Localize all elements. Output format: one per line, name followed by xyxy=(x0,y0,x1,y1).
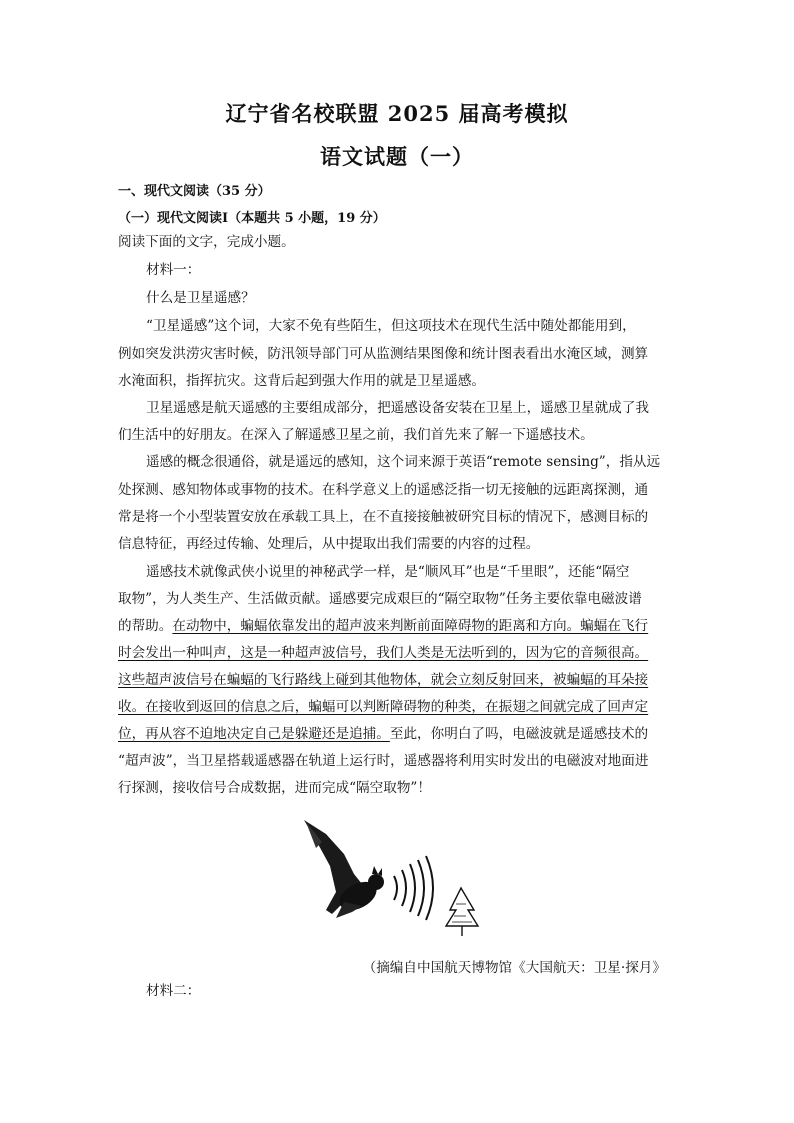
paragraph-line: 取物”，为人类生产、生活做贡献。遥感要完成艰巨的“隔空取物”任务主要依靠电磁波谱 xyxy=(118,591,642,607)
section-heading: 一、现代文阅读（35 分） xyxy=(118,184,271,199)
tree-icon xyxy=(446,888,478,936)
underlined-line: 收。在接收到返回的信息之后，蝙蝠可以判断障碍物的种类，在振翅之间就完成了回声定 xyxy=(118,699,649,715)
paragraph-line xyxy=(118,618,648,634)
paragraph-line: 常是将一个小型装置安放在承载工具上，在不直接接触被研究目标的情况下，感测目标的 xyxy=(118,509,649,525)
underlined-text: 位，再从容不迫地决定自己是躲避还是追捕。 xyxy=(118,726,390,742)
paragraph-line: “卫星遥感”这个词，大家不免有些陌生，但这项技术在现代生活中随处都能用到， xyxy=(146,318,636,334)
paragraph-line: 水淹面积，指挥抗灾。这背后起到强大作用的就是卫星遥感。 xyxy=(118,373,486,389)
material-one-label: 材料一： xyxy=(146,262,201,278)
sound-wave-icon xyxy=(394,856,433,920)
paragraph-line: 行探测，接收信号合成数据，进而完成“隔空取物”！ xyxy=(118,780,431,796)
paragraph-line: 例如突发洪涝灾害时候，防汛领导部门可从监测结果图像和统计图表看出水淹区域，测算 xyxy=(118,346,649,362)
underlined-line: 时会发出一种叫声，这是一种超声波信号，我们人类是无法听到的，因为它的音频很高。 xyxy=(118,645,649,661)
material-two-label: 材料二： xyxy=(146,983,201,999)
underlined-line: 这些超声波信号在蝙蝠的飞行路线上碰到其他物体，就会立刻反射回来，被蝙蝠的耳朵接 xyxy=(118,672,649,688)
subsection-heading: （一）现代文阅读Ⅰ（本题共 5 小题，19 分） xyxy=(118,211,386,226)
paragraph-line: 遥感的概念很通俗，就是遥远的感知，这个词来源于英语“remote sensing”，指从远 xyxy=(146,454,661,470)
instruction-text: 阅读下面的文字，完成小题。 xyxy=(118,234,295,250)
paragraph-line: 处探测、感知物体或事物的技术。在科学意义上的遥感泛指一切无接触的远距离探测，通 xyxy=(118,482,649,498)
paragraph-line xyxy=(118,726,648,742)
paragraph-line: 信息特征，再经过传输、处理后，从中提取出我们需要的内容的过程。 xyxy=(118,536,540,552)
paragraph-text: 至此，你明白了吗，电磁波就是遥感技术的 xyxy=(389,726,649,742)
exam-subtitle: 语文试题（一） xyxy=(320,144,474,169)
paragraph-line: 卫星遥感是航天遥感的主要组成部分，把遥感设备安装在卫星上，遥感卫星就成了我 xyxy=(146,400,649,416)
source-caption: （摘编自中国航天博物馆《大国航天：卫星·探月》 xyxy=(362,960,666,976)
paragraph-line: “超声波”，当卫星搭载遥感器在轨道上运行时，遥感器将利用实时发出的电磁波对地面进 xyxy=(118,753,649,769)
exam-title: 辽宁省名校联盟 2025 届高考模拟 xyxy=(225,101,569,126)
bat-icon xyxy=(304,820,384,918)
paragraph-text: 的帮助。 xyxy=(118,618,173,634)
paragraph-line: 遥感技术就像武侠小说里的神秘武学一样，是“顺风耳”也是“千里眼”，还能“隔空 xyxy=(146,564,630,580)
underlined-text: 在动物中，蝙蝠依靠发出的超声波来判断前面障碍物的距离和方向。蝙蝠在飞行 xyxy=(172,618,649,634)
paragraph-line: 们生活中的好朋友。在深入了解遥感卫星之前，我们首先来了解一下遥感技术。 xyxy=(118,427,594,443)
question-heading: 什么是卫星遥感？ xyxy=(146,290,255,306)
bat-echolocation-illustration xyxy=(296,814,496,944)
